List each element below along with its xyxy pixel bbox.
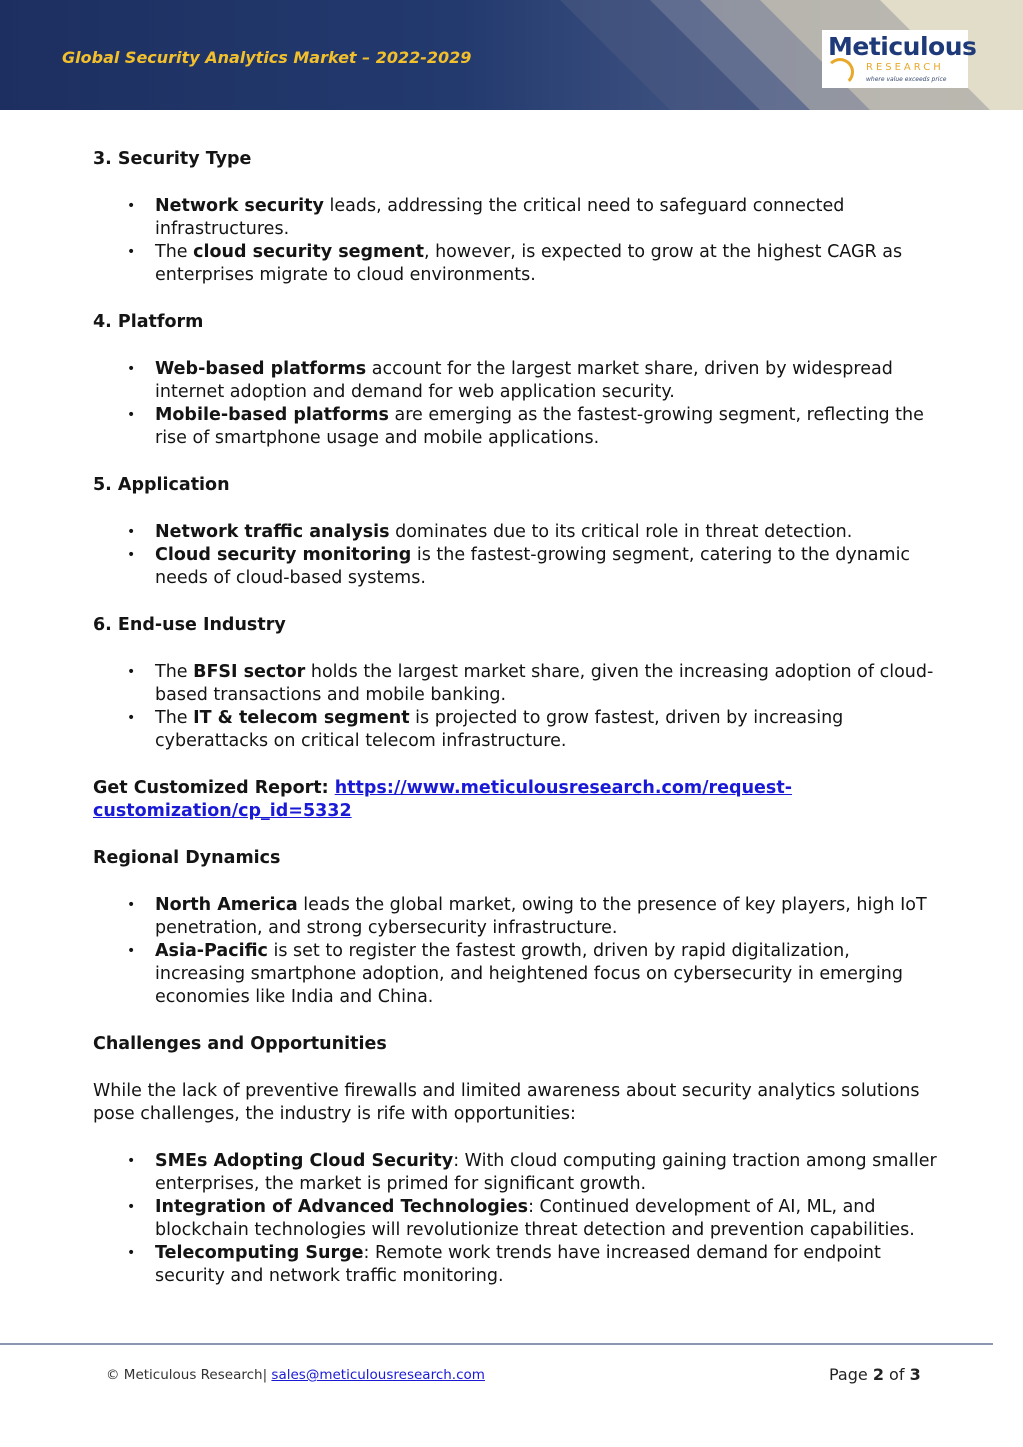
report-title: Global Security Analytics Market – 2022-2029 (62, 48, 472, 67)
bullet-icon: • (127, 943, 136, 959)
logo-tagline: where value exceeds price (866, 76, 947, 83)
bullet-list (93, 894, 943, 1009)
item-text: is projected to grow fastest, driven by increasing cyberattacks on critical telecom infrastructure. (155, 708, 844, 751)
page-total: 3 (909, 1365, 921, 1384)
bullet-icon: • (127, 198, 136, 214)
section-regional-dynamics (93, 847, 943, 1009)
item-bold: BFSI sector (193, 662, 306, 682)
item-bold: Mobile-based platforms (155, 405, 389, 425)
company-logo (822, 30, 977, 88)
bullet-list (93, 1150, 943, 1288)
bullet-list (93, 358, 943, 450)
bullet-icon: • (127, 524, 136, 540)
item-text: The (155, 708, 194, 728)
item-text: is the fastest-growing segment, catering to the dynamic needs of cloud-based systems. (155, 545, 911, 588)
section-heading: 3. Security Type (93, 149, 252, 169)
bullet-icon: • (127, 361, 136, 377)
section-heading: Challenges and Opportunities (93, 1034, 387, 1054)
bullet-icon: • (127, 1245, 136, 1261)
page-word: Page (829, 1365, 873, 1384)
item-text: , however, is expected to grow at the highest CAGR as enterprises migrate to cloud environments. (155, 242, 903, 285)
item-bold: Network traffic analysis (155, 522, 390, 542)
challenges-intro: While the lack of preventive firewalls and limited awareness about security analytics solutions pose challenges, the industry is rife with opportunities: (93, 1081, 920, 1124)
list-item (93, 241, 943, 287)
customization-block (93, 777, 943, 823)
bullet-icon: • (127, 1153, 136, 1169)
list-item (93, 1196, 943, 1242)
section-platform (93, 311, 943, 450)
list-item (93, 1242, 943, 1288)
list-item (93, 1150, 943, 1196)
customization-link[interactable]: https://www.meticulousresearch.com/request-customization/cp_id=5332 (93, 778, 792, 821)
item-bold: cloud security segment (193, 242, 424, 262)
item-text: : Remote work trends have increased demand for endpoint security and network traffic monitoring. (155, 1243, 881, 1286)
item-text: holds the largest market share, given the increasing adoption of cloud-based transactions and mobile banking. (155, 662, 934, 705)
item-bold: Integration of Advanced Technologies (155, 1197, 529, 1217)
bullet-icon: • (127, 664, 136, 680)
bullet-icon: • (127, 547, 136, 563)
item-text: : With cloud computing gaining traction among smaller enterprises, the market is primed for significant growth. (155, 1151, 937, 1194)
list-item (93, 544, 943, 590)
copyright-text: © Meticulous Research| (106, 1367, 272, 1383)
list-item (93, 195, 943, 241)
item-bold: SMEs Adopting Cloud Security (155, 1151, 454, 1171)
page-header (0, 0, 1023, 110)
item-bold: Network security (155, 196, 324, 216)
bullet-icon: • (127, 407, 136, 423)
item-text: The (155, 662, 194, 682)
section-heading: 6. End-use Industry (93, 615, 286, 635)
list-item (93, 358, 943, 404)
item-text: leads, addressing the critical need to safeguard connected infrastructures. (155, 196, 845, 239)
section-heading: 4. Platform (93, 312, 204, 332)
magnifier-icon (826, 58, 854, 86)
page-current: 2 (872, 1365, 884, 1384)
item-bold: Telecomputing Surge (155, 1243, 364, 1263)
customization-line (93, 777, 943, 823)
page-content (93, 148, 943, 1312)
bullet-icon: • (127, 710, 136, 726)
item-text: are emerging as the fastest-growing segment, reflecting the rise of smartphone usage and mobile applications. (155, 405, 924, 448)
list-item (93, 404, 943, 450)
page-number (829, 1365, 921, 1384)
section-challenges (93, 1033, 943, 1288)
item-text: The (155, 242, 194, 262)
item-text: dominates due to its critical role in threat detection. (389, 522, 853, 542)
list-item (93, 940, 943, 1009)
bullet-icon: • (127, 244, 136, 260)
item-text: is set to register the fastest growth, driven by rapid digitalization, increasing smartphone adoption, and heightened focus on cybersecurity in emerging economies like India and China. (155, 941, 904, 1007)
item-text: leads the global market, owing to the presence of key players, high IoT penetration, and strong cybersecurity infrastructure. (155, 895, 927, 938)
section-security-type (93, 148, 943, 287)
logo-wordmark: Meticulous (828, 32, 977, 61)
section-application (93, 474, 943, 590)
bullet-icon: • (127, 1199, 136, 1215)
section-heading: Regional Dynamics (93, 848, 281, 868)
bullet-list (93, 195, 943, 287)
list-item (93, 707, 943, 753)
footer-divider (0, 1343, 993, 1345)
list-item (93, 521, 943, 544)
section-heading: 5. Application (93, 475, 230, 495)
item-text: account for the largest market share, driven by widespread internet adoption and demand for web application security. (155, 359, 893, 402)
list-item (93, 661, 943, 707)
page-of: of (883, 1365, 910, 1384)
item-text: : Continued development of AI, ML, and blockchain technologies will revolutionize threat detection and prevention capabilities. (155, 1197, 915, 1240)
section-end-use-industry (93, 614, 943, 753)
bullet-list (93, 661, 943, 753)
item-bold: IT & telecom segment (193, 708, 410, 728)
email-link[interactable]: sales@meticulousresearch.com (271, 1367, 485, 1383)
item-bold: Web-based platforms (155, 359, 367, 379)
logo-subword: RESEARCH (866, 62, 944, 73)
list-item (93, 894, 943, 940)
bullet-icon: • (127, 897, 136, 913)
customization-label: Get Customized Report: (93, 778, 335, 798)
item-bold: Cloud security monitoring (155, 545, 412, 565)
footer-copyright (106, 1367, 485, 1383)
item-bold: North America (155, 895, 298, 915)
item-bold: Asia-Pacific (155, 941, 268, 961)
bullet-list (93, 521, 943, 590)
